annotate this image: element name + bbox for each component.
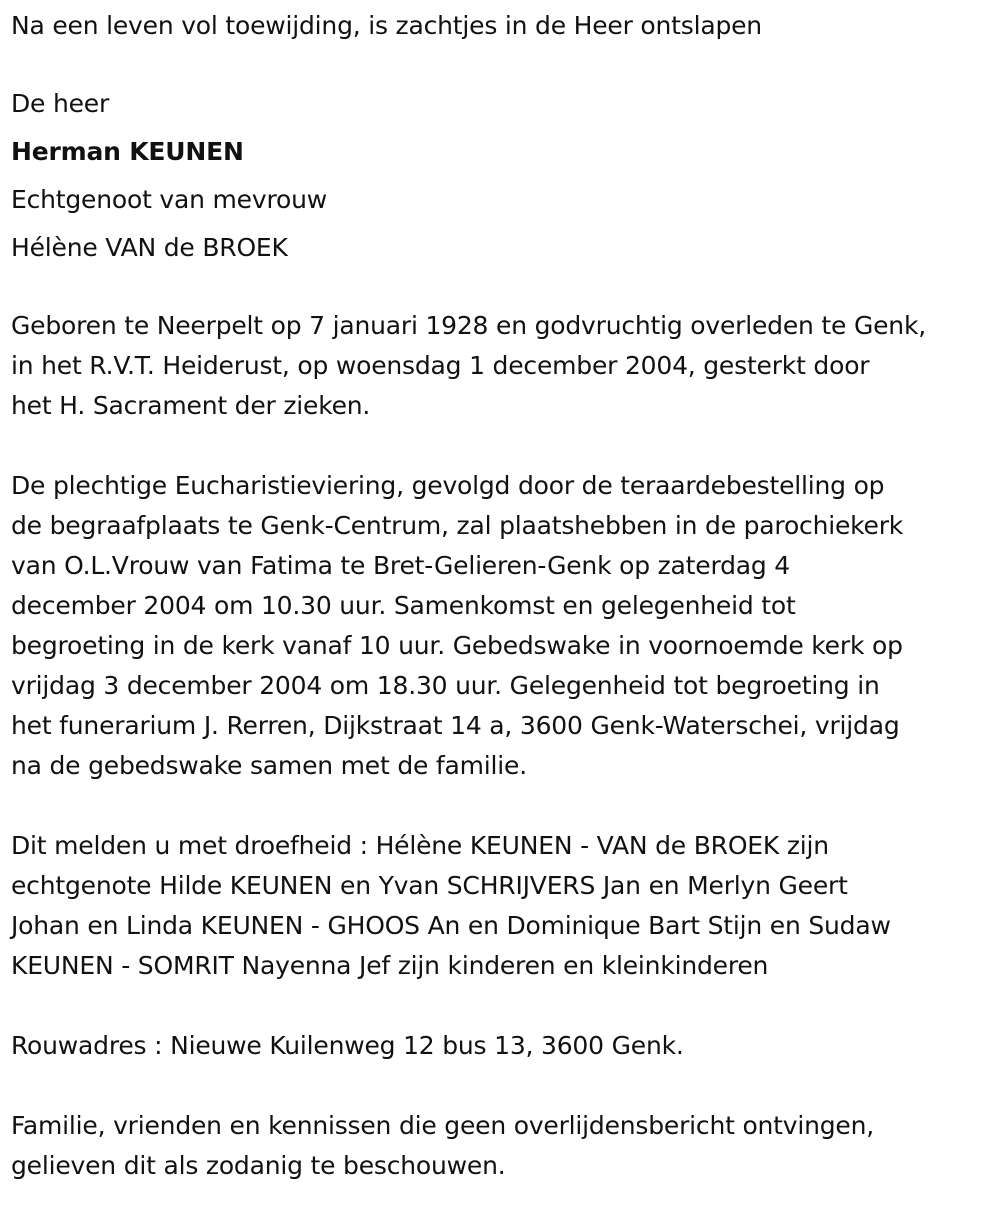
spacer — [11, 986, 996, 1026]
paragraph-line: Familie, vrienden en kennissen die geen overlijdensbericht ontvingen, — [11, 1111, 875, 1140]
paragraph-line: De plechtige Eucharistieviering, gevolgd door de teraardebestelling op — [11, 471, 885, 500]
paragraph-line: in het R.V.T. Heiderust, op woensdag 1 december 2004, gesterkt door — [11, 351, 870, 380]
paragraph-line: de begraafplaats te Genk-Centrum, zal plaatshebben in de parochiekerk — [11, 511, 904, 540]
death-notice — [11, 6, 996, 1186]
spacer — [11, 46, 996, 80]
paragraph-line: Dit melden u met droefheid : Hélène KEUNEN - VAN de BROEK zijn — [11, 831, 829, 860]
closing-paragraph — [11, 1106, 996, 1186]
paragraph-line: gelieven dit als zodanig te beschouwen. — [11, 1151, 506, 1180]
birth-death-paragraph — [11, 306, 996, 426]
paragraph-line: begroeting in de kerk vanaf 10 uur. Gebedswake in voornoemde kerk op — [11, 631, 903, 660]
spacer — [11, 272, 996, 306]
spacer — [11, 426, 996, 466]
paragraph-line: Johan en Linda KEUNEN - GHOOS An en Dominique Bart Stijn en Sudaw — [11, 911, 891, 940]
paragraph-line: het funerarium J. Rerren, Dijkstraat 14 a, 3600 Genk-Waterschei, vrijdag — [11, 711, 900, 740]
intro-line: Na een leven vol toewijding, is zachtjes in de Heer ontslapen — [11, 11, 762, 40]
spacer — [11, 786, 996, 826]
mourning-address: Rouwadres : Nieuwe Kuilenweg 12 bus 13, 3600 Genk. — [11, 1031, 684, 1060]
spouse-name: Hélène VAN de BROEK — [11, 233, 288, 262]
deceased-name: Herman KEUNEN — [11, 137, 244, 166]
paragraph-line: na de gebedswake samen met de familie. — [11, 751, 527, 780]
paragraph-line: van O.L.Vrouw van Fatima te Bret-Gelieren-Genk op zaterdag 4 — [11, 551, 790, 580]
paragraph-line: echtgenote Hilde KEUNEN en Yvan SCHRIJVERS Jan en Merlyn Geert — [11, 871, 848, 900]
paragraph-line: KEUNEN - SOMRIT Nayenna Jef zijn kinderen en kleinkinderen — [11, 951, 769, 980]
spacer — [11, 1066, 996, 1106]
ceremony-paragraph — [11, 466, 996, 786]
paragraph-line: december 2004 om 10.30 uur. Samenkomst en gelegenheid tot — [11, 591, 796, 620]
paragraph-line: het H. Sacrament der zieken. — [11, 391, 371, 420]
paragraph-line: Geboren te Neerpelt op 7 januari 1928 en godvruchtig overleden te Genk, — [11, 311, 926, 340]
salutation: De heer — [11, 89, 110, 118]
spouse-label: Echtgenoot van mevrouw — [11, 185, 327, 214]
paragraph-line: vrijdag 3 december 2004 om 18.30 uur. Gelegenheid tot begroeting in — [11, 671, 880, 700]
announcement-paragraph — [11, 826, 996, 986]
